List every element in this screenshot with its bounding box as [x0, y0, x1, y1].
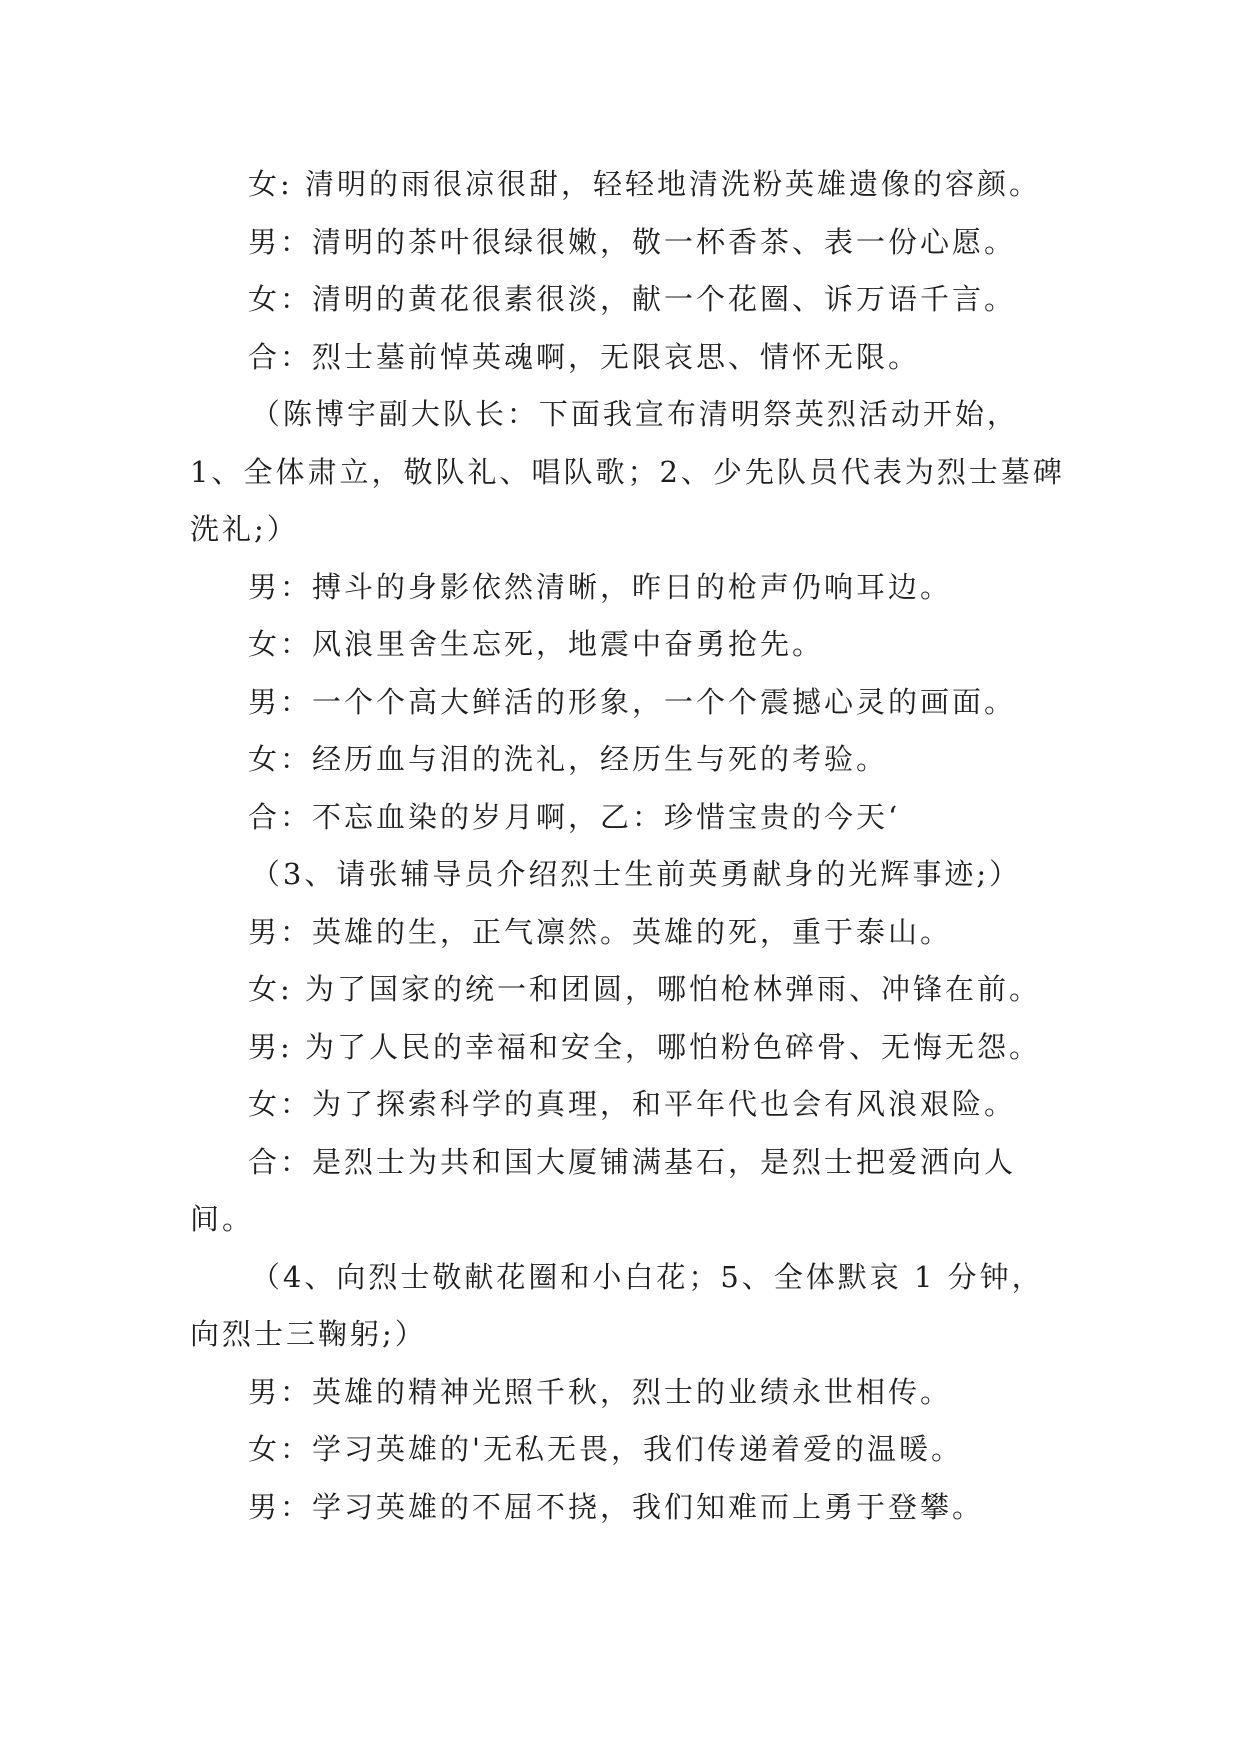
stage-direction: （4、向烈士敬献花圈和小白花；5、全体默哀 1 分钟，向烈士三鞠躬;）: [190, 1259, 1044, 1351]
dialogue-line: 男：清明的茶叶很绿很嫩，敬一杯香茶、表一份心愿。: [248, 224, 1017, 259]
dialogue-line: 女：清明的黄花很素很淡，献一个花圈、诉万语千言。: [248, 282, 1017, 316]
dialogue-line: 男：学习英雄的不屈不挠，我们知难而上勇于登攀。: [248, 1489, 985, 1524]
dialogue-line: 男：英雄的精神光照千秋，烈士的业绩永世相传。: [248, 1374, 953, 1409]
dialogue-line: 男：一个个高大鲜活的形象，一个个震撼心灵的画面。: [248, 684, 1017, 719]
stage-direction: （陈博宇副大队长：下面我宣布清明祭英烈活动开始，1、全体肃立，敬队礼、唱队歌；2、少先队员代表为烈士墓碑洗礼;）: [190, 397, 1065, 546]
script-body: [190, 156, 1070, 1536]
dialogue-line: 男：英雄的生，正气凛然。英雄的死，重于泰山。: [248, 914, 953, 949]
dialogue-line: 女: 为了国家的统一和团圆，哪怕枪林弹雨、冲锋在前。: [248, 972, 1041, 1006]
dialogue-line: 合：烈士墓前悼英魂啊，无限哀思、情怀无限。: [248, 339, 921, 374]
stage-direction: （3、请张辅导员介绍烈士生前英勇献身的光辉事迹;）: [250, 857, 1022, 891]
dialogue-line: 男：搏斗的身影依然清晰，昨日的枪声仍响耳边。: [248, 569, 953, 604]
dialogue-line: 女：经历血与泪的洗礼，经历生与死的考验。: [248, 742, 889, 776]
dialogue-line: 女：学习英雄的'无私无畏，我们传递着爱的温暖。: [248, 1432, 963, 1466]
dialogue-line: 女：风浪里舍生忘死，地震中奋勇抢先。: [248, 627, 825, 661]
dialogue-line: 男: 为了人民的幸福和安全，哪怕粉色碎骨、无悔无怨。: [248, 1029, 1041, 1064]
dialogue-line: 合：是烈士为共和国大厦铺满基石，是烈士把爱洒向人间。: [190, 1144, 1017, 1236]
dialogue-line: 女: 清明的雨很凉很甜，轻轻地清洗粉英雄遗像的容颜。: [248, 167, 1041, 201]
dialogue-line: 女：为了探索科学的真理，和平年代也会有风浪艰险。: [248, 1087, 1017, 1121]
dialogue-line: 合：不忘血染的岁月啊，乙：珍惜宝贵的今天‘: [248, 799, 901, 834]
